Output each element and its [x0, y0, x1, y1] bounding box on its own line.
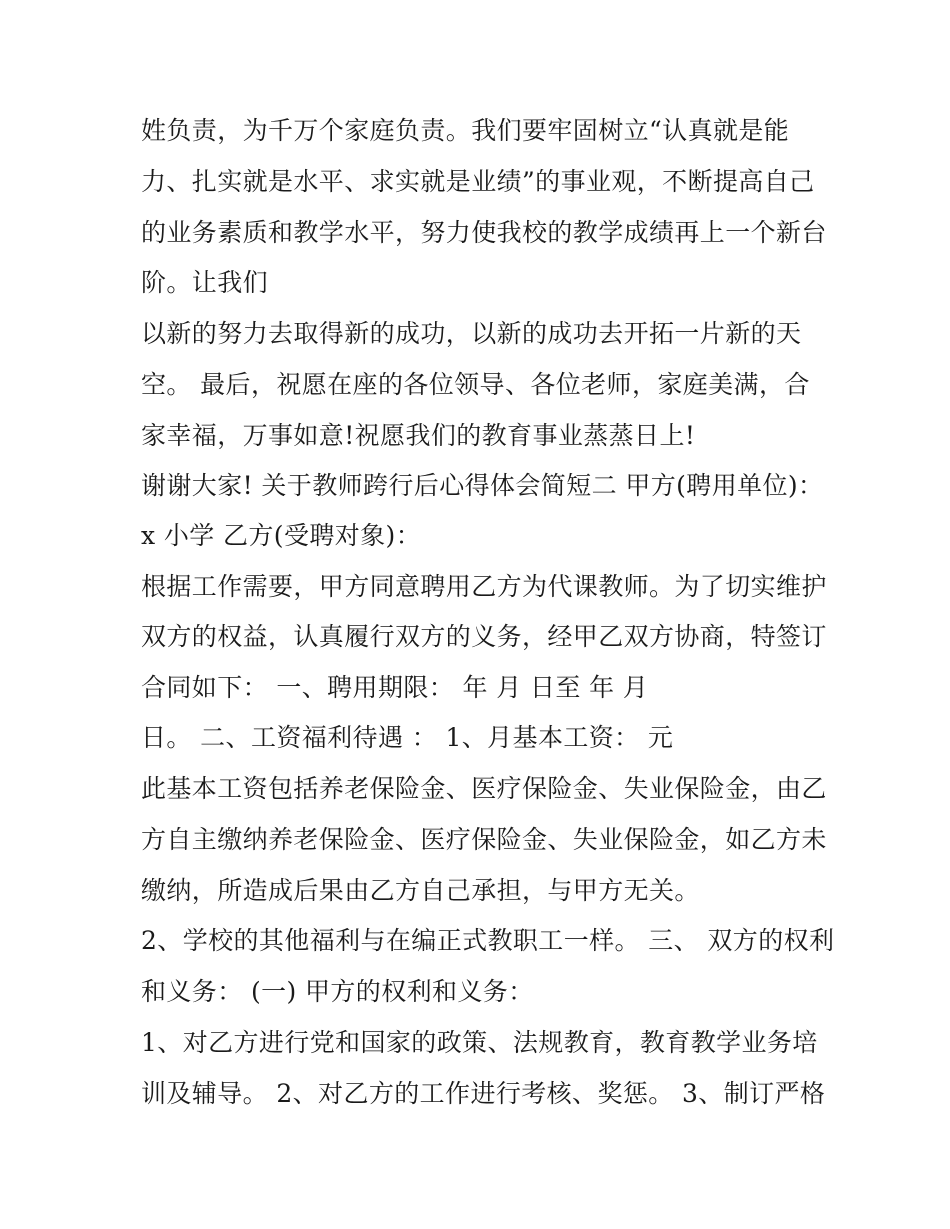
text-line-10: 根据工作需要，甲方同意聘用乙方为代课教师。为了切实维护 [141, 572, 827, 601]
text-line-1: 姓负责，为千万个家庭负责。我们要牢固树立“认真就是能 [141, 116, 790, 145]
text-line-2: 力、扎实就是水平、求实就是业绩”的事业观，不断提高自己 [141, 167, 815, 196]
text-line-13: 日。 二、工资福利待遇 ： 1、月基本工资： 元 [141, 723, 674, 752]
text-line-3: 的业务素质和教学水平，努力使我校的教学成绩再上一个新台 [141, 218, 827, 247]
text-line-11: 双方的权益，认真履行双方的义务，经甲乙双方协商，特签订 [141, 622, 827, 651]
text-line-9: x 小学 乙方(受聘对象)： [141, 521, 422, 550]
text-line-20: 训及辅导。 2、对乙方的工作进行考核、奖惩。 3、制订严格 [141, 1079, 826, 1108]
text-line-17: 2、学校的其他福利与在编正式教职工一样。 三、 双方的权利 [141, 926, 835, 955]
text-line-15: 方自主缴纳养老保险金、医疗保险金、失业保险金，如乙方未 [141, 825, 827, 854]
text-line-14: 此基本工资包括养老保险金、医疗保险金、失业保险金，由乙 [141, 774, 827, 803]
text-line-6: 空。 最后，祝愿在座的各位领导、各位老师，家庭美满，合 [141, 370, 810, 399]
text-line-7: 家幸福，万事如意!祝愿我们的教育事业蒸蒸日上! [141, 421, 696, 450]
text-line-18: 和义务： (一) 甲方的权利和义务： [141, 977, 534, 1006]
text-line-16: 缴纳，所造成后果由乙方自己承担，与甲方无关。 [141, 876, 700, 905]
text-line-12: 合同如下： 一、聘用期限： 年 月 日至 年 月 [141, 673, 649, 702]
text-line-8: 谢谢大家! 关于教师跨行后心得体会简短二 甲方(聘用单位)： [141, 471, 824, 500]
text-line-19: 1、对乙方进行党和国家的政策、法规教育，教育教学业务培 [141, 1028, 818, 1057]
text-line-4: 阶。让我们 [141, 268, 269, 297]
text-line-5: 以新的努力去取得新的成功，以新的成功去开拓一片新的天 [141, 319, 802, 348]
